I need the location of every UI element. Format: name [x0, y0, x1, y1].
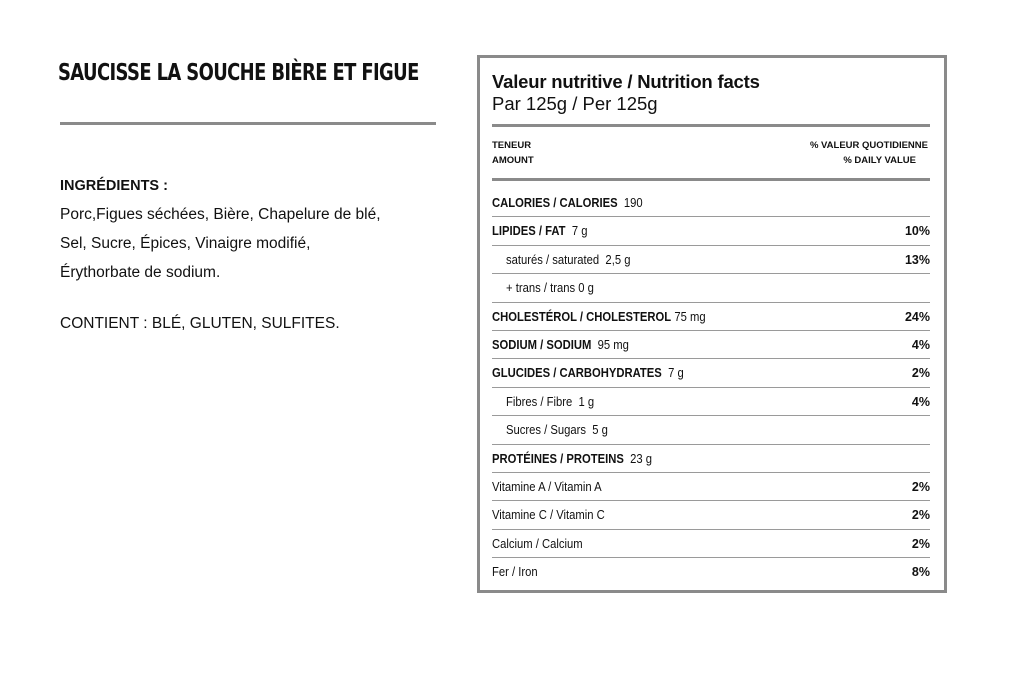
ingredients-line: Porc,Figues séchées, Bière, Chapelure de blé,	[60, 206, 381, 223]
nutrient-dv: 2%	[911, 508, 930, 523]
nutrient-dv: 10%	[904, 224, 930, 239]
nutrient-dv: 8%	[911, 565, 930, 580]
ingredients-section	[60, 176, 460, 334]
nutrient-label: saturés / saturated	[506, 252, 600, 267]
nutrient-label: GLUCIDES / CARBOHYDRATES	[492, 366, 662, 381]
nutrient-label: Vitamine C / Vitamin C	[492, 508, 605, 523]
nutrient-label: + trans / trans	[506, 281, 576, 296]
nutrient-row-calcium	[492, 530, 930, 558]
header-amount-fr: TENEUR	[492, 140, 532, 151]
nutrient-row-fibre	[492, 388, 930, 416]
nutrient-row-saturated	[492, 246, 930, 274]
nutrient-dv: 13%	[904, 252, 930, 267]
nutrient-amount: 1 g	[578, 394, 595, 409]
nutrient-amount: 75 mg	[674, 309, 706, 324]
nutrition-title: Valeur nutritive / Nutrition facts	[492, 71, 760, 92]
header-amount-en: AMOUNT	[492, 155, 534, 166]
nutrient-amount: 23 g	[630, 451, 653, 466]
nutrient-row-vitamin-c	[492, 501, 930, 529]
allergen-statement: CONTIENT : BLÉ, GLUTEN, SULFITES.	[60, 315, 340, 332]
nutrient-label: SODIUM / SODIUM	[492, 337, 592, 352]
ingredients-heading: INGRÉDIENTS :	[60, 178, 168, 194]
nutrient-label: LIPIDES / FAT	[492, 224, 566, 239]
nutrient-label: Fibres / Fibre	[506, 394, 573, 409]
nutrient-label: Fer / Iron	[492, 565, 538, 580]
nutrient-label: PROTÉINES / PROTEINS	[492, 451, 624, 466]
nutrition-header-row	[492, 153, 930, 168]
nutrient-label: Sucres / Sugars	[506, 423, 587, 438]
nutrient-row-fat	[492, 217, 930, 245]
serving-size: Par 125g / Per 125g	[492, 93, 658, 114]
nutrition-header-row	[492, 138, 930, 153]
nutrient-row-vitamin-a	[492, 473, 930, 501]
nutrition-facts-panel	[477, 55, 947, 593]
nutrient-label: Vitamine A / Vitamin A	[492, 479, 602, 494]
nutrient-dv: 4%	[911, 394, 930, 409]
nutrient-dv: 2%	[911, 479, 930, 494]
header-dv-en: % DAILY VALUE	[843, 155, 916, 166]
nutrition-rows	[492, 189, 930, 586]
nutrient-label: Calcium / Calcium	[492, 536, 583, 551]
nutrition-divider	[492, 124, 930, 127]
header-dv-fr: % VALEUR QUOTIDIENNE	[809, 140, 928, 151]
nutrient-dv: 2%	[911, 536, 930, 551]
nutrient-row-proteins	[492, 445, 930, 473]
nutrient-dv: 24%	[904, 309, 930, 324]
nutrient-amount: 7 g	[571, 224, 588, 239]
nutrient-dv: 2%	[911, 366, 930, 381]
nutrient-row-cholesterol	[492, 303, 930, 331]
nutrient-amount: 2,5 g	[605, 252, 631, 267]
nutrient-row-sodium	[492, 331, 930, 359]
nutrient-amount: 5 g	[592, 423, 608, 438]
nutrient-amount: 95 mg	[597, 337, 629, 352]
ingredients-line: Érythorbate de sodium.	[60, 264, 221, 281]
product-title: SAUCISSE LA SOUCHE BIÈRE ET FIGUE	[58, 60, 419, 86]
nutrient-row-trans	[492, 274, 930, 302]
nutrient-amount: 7 g	[668, 366, 684, 381]
nutrient-row-sugars	[492, 416, 930, 444]
nutrient-amount: 0 g	[578, 281, 594, 296]
nutrition-divider	[492, 178, 930, 181]
nutrient-label: CALORIES / CALORIES	[492, 196, 618, 210]
nutrient-row-calories	[492, 189, 930, 217]
nutrient-row-carbohydrates	[492, 359, 930, 387]
nutrient-row-iron	[492, 558, 930, 586]
title-divider	[60, 122, 436, 125]
nutrient-dv: 4%	[911, 337, 930, 352]
nutrient-amount: 190	[623, 196, 643, 210]
nutrient-label: CHOLESTÉROL / CHOLESTEROL	[492, 309, 672, 324]
ingredients-line: Sel, Sucre, Épices, Vinaigre modifié,	[60, 235, 311, 252]
